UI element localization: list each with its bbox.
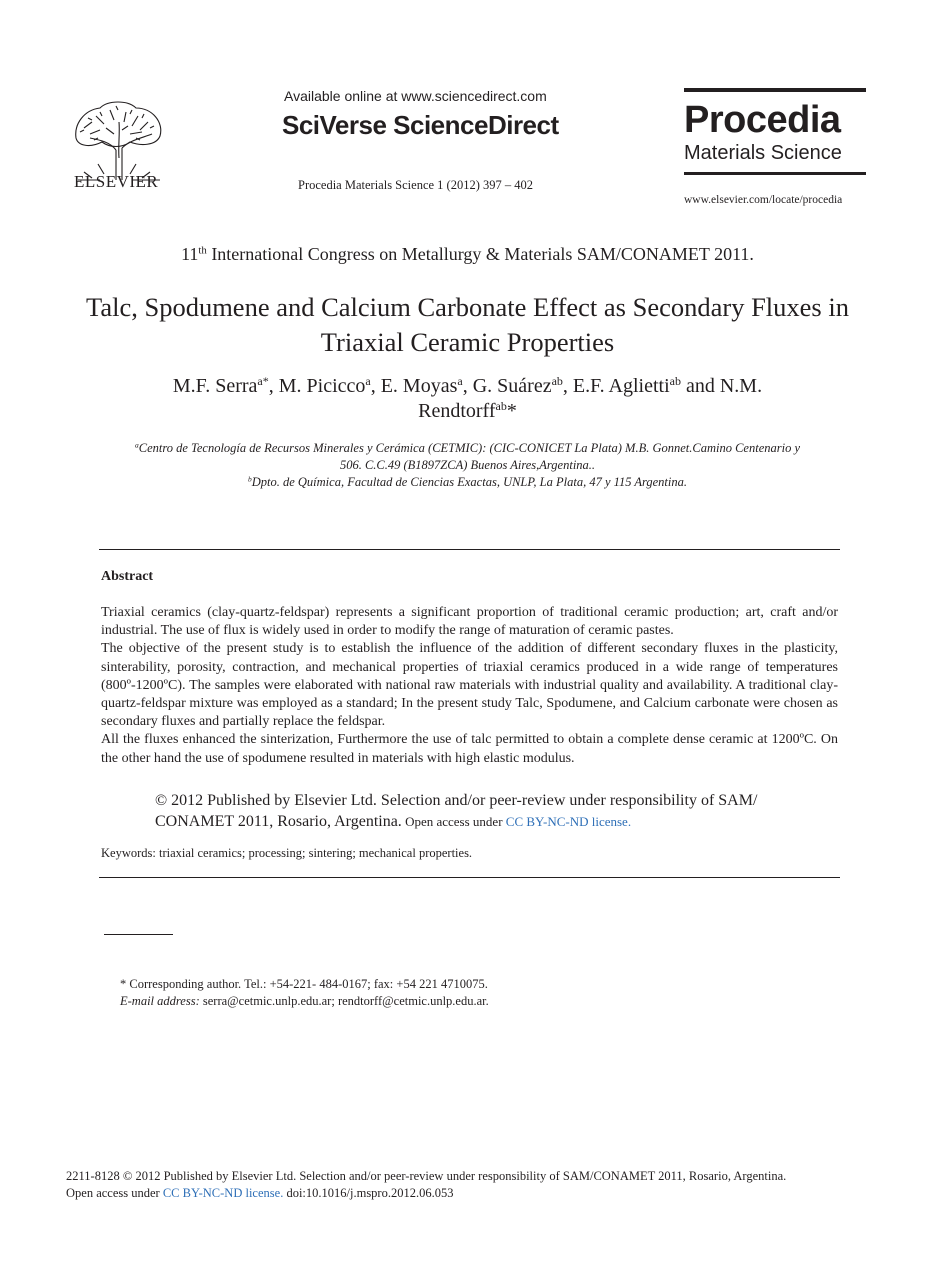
procedia-title: Procedia xyxy=(684,99,841,141)
affiliation-text: 506. C.C.49 (B1897ZCA) Buenos Aires,Argentina.. xyxy=(339,458,596,472)
author-name: M. Picicco xyxy=(278,375,366,397)
author-separator: * xyxy=(506,400,517,422)
email-addresses[interactable]: serra@cetmic.unlp.edu.ar; rendtorff@cetmic.unlp.edu.ar. xyxy=(199,994,489,1008)
author-separator: , xyxy=(462,375,473,397)
affiliation-text: Dpto. de Química, Facultad de Ciencias Exactas, UNLP, La Plata, 47 y 115 Argentina. xyxy=(251,475,687,489)
author-name: E.F. Aglietti xyxy=(572,375,670,397)
license-link[interactable]: CC BY-NC-ND license. xyxy=(505,814,632,829)
author-affil-mark: a* xyxy=(257,373,269,388)
affiliation-mark: b xyxy=(247,474,252,484)
author-separator: and N.M. xyxy=(680,375,763,397)
author-separator: , xyxy=(562,375,573,397)
procedia-subtitle: Materials Science xyxy=(684,142,842,164)
bottom-oa-line xyxy=(66,1185,786,1202)
footnote xyxy=(120,976,489,1010)
author-affil-mark: a xyxy=(457,373,463,388)
procedia-logo xyxy=(684,88,866,175)
author-list xyxy=(100,374,835,424)
procedia-top-rule xyxy=(684,88,866,92)
author-name: G. Suárez xyxy=(472,375,552,397)
available-online-text: Available online at www.sciencedirect.com xyxy=(284,88,547,104)
affiliation-b xyxy=(100,474,835,491)
congress-text: International Congress on Metallurgy & Materials SAM/CONAMET 2011. xyxy=(206,244,754,264)
author-affil-mark: ab xyxy=(495,398,507,413)
paper-title: Talc, Spodumene and Calcium Carbonate Effect as Secondary Fluxes in Triaxial Ceramic Properties xyxy=(85,292,849,357)
affiliation-text: Centro de Tecnología de Recursos Minerales y Cerámica (CETMIC): (CIC-CONICET La Plata) M.B. Gonnet.Camino Centenario y xyxy=(138,441,801,455)
abstract-paragraph: The objective of the present study is to establish the influence of the addition of different secondary fluxes in the plasticity, sinterability, porosity, contraction, and mechanical properties of triaxial ceramics produced in a wide range of temperatures (800º-1200ºC). The samples were elaborated with national raw materials with industrial quality and availability. A traditional clay-quartz-feldspar mixture was employed as a standard; In the present study Talc, Spodumene, and Calcium carbonate were chosen as secondary fluxes and partially replace the feldspar. xyxy=(101,641,838,730)
copyright-notice xyxy=(155,790,805,832)
journal-reference: Procedia Materials Science 1 (2012) 397 – 402 xyxy=(298,178,534,192)
email-line xyxy=(120,993,489,1010)
abstract-body xyxy=(101,604,838,768)
doi[interactable]: doi:10.1016/j.mspro.2012.06.053 xyxy=(283,1186,454,1200)
divider-top xyxy=(99,549,840,550)
author-name: Rendtorff xyxy=(418,400,496,422)
congress-line xyxy=(0,244,935,265)
congress-ordinal: th xyxy=(198,244,207,257)
elsevier-wordmark: ELSEVIER xyxy=(74,172,159,191)
bottom-credit xyxy=(66,1168,786,1202)
open-access-text: Open access under xyxy=(401,814,506,829)
author-name: M.F. Serra xyxy=(172,375,258,397)
footnote-rule xyxy=(104,934,173,935)
author-name: E. Moyas xyxy=(380,375,458,397)
author-affil-mark: a xyxy=(365,373,371,388)
affiliation-a xyxy=(100,440,835,474)
author-affil-mark: ab xyxy=(669,373,681,388)
sciverse-sciencedirect-logo: SciVerse ScienceDirect xyxy=(282,110,559,140)
procedia-url-link[interactable]: www.elsevier.com/locate/procedia xyxy=(684,194,843,206)
keywords: Keywords: triaxial ceramics; processing; sintering; mechanical properties. xyxy=(101,846,473,860)
email-label: E-mail address: xyxy=(120,994,200,1008)
affiliations xyxy=(100,440,835,491)
license-link[interactable]: CC BY-NC-ND license. xyxy=(162,1186,284,1200)
affiliation-mark: a xyxy=(134,440,139,450)
corresponding-author: * Corresponding author. Tel.: +54-221- 484-0167; fax: +54 221 4710075. xyxy=(120,977,488,991)
author-separator: , xyxy=(268,375,279,397)
abstract-paragraph: All the fluxes enhanced the sinterization, Furthermore the use of talc permitted to obtain a complete dense ceramic at 1200ºC. On the other hand the use of spodumene resulted in materials with high elastic modulus. xyxy=(101,732,838,766)
open-access-text: Open access under xyxy=(66,1186,163,1200)
copyright-text: CONAMET 2011, Rosario, Argentina. xyxy=(155,813,402,830)
abstract-heading: Abstract xyxy=(101,569,154,584)
congress-number: 11 xyxy=(181,244,199,264)
divider-bottom xyxy=(99,877,840,878)
author-separator: , xyxy=(370,375,381,397)
abstract-paragraph: Triaxial ceramics (clay-quartz-feldspar) represents a significant proportion of traditional ceramic production; art, craft and/or industrial. The use of flux is widely used in order to modify the range of maturation of ceramic pastes. xyxy=(101,605,838,639)
procedia-bottom-rule xyxy=(684,172,866,175)
copyright-text: © 2012 Published by Elsevier Ltd. Selection and/or peer-review under responsibility of SAM/ xyxy=(155,792,758,809)
issn-copyright: 2211-8128 © 2012 Published by Elsevier Ltd. Selection and/or peer-review under responsibility of SAM/CONAMET 2011, Rosario, Argentina. xyxy=(66,1169,787,1183)
author-affil-mark: ab xyxy=(551,373,563,388)
